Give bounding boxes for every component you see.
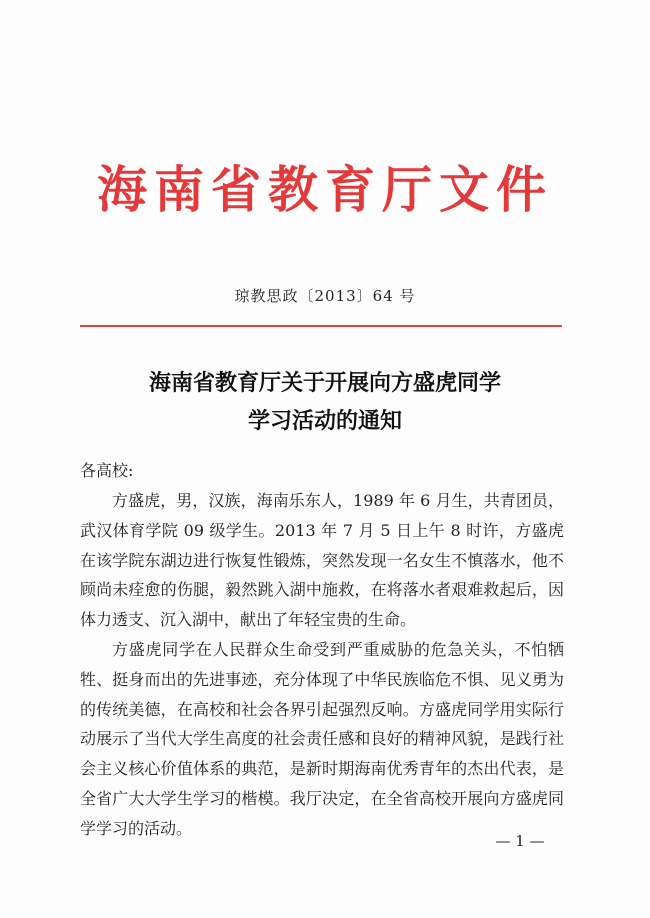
salutation: 各高校: [80,461,134,480]
notice-title [0,364,650,440]
body-paragraph-1: 方盛虎，男，汉族，海南乐东人，1989 年 6 月生，共青团员，武汉体育学院 09 级学生。2013 年 7 月 5 日上午 8 时许，方盛虎在该学院东湖边进行恢复性锻炼，突然发现一名女生不慎落水，他不顾尚未痊愈的伤腿，毅然跳入湖中施救，在将落水者艰难救起后，因体力透支、沉入湖中，献出了年轻宝贵的生命。 [80,491,564,630]
body-paragraph-2: 方盛虎同学在人民群众生命受到严重威胁的危急关头，不怕牺牲、挺身而出的先进事迹，充分体现了中华民族临危不惧、见义勇为的传统美德，在高校和社会各界引起强烈反响。方盛虎同学用实际行动展示了当代大学生高度的社会责任感和良好的精神风貌，是践行社会主义核心价值体系的典范，是新时期海南优秀青年的杰出代表，是全省广大大学生学习的楷模。我厅决定，在全省高校开展向方盛虎同学学习的活动。 [80,639,564,838]
document-number: 琼教思政〔2013〕64 号 [234,287,416,305]
document-header-title: 海南省教育厅文件 [97,160,553,219]
notice-title-line-1: 海南省教育厅关于开展向方盛虎同学 [148,370,501,396]
notice-title-line-2: 学习活动的通知 [247,408,402,434]
red-divider-line [80,325,562,327]
notice-body [80,486,564,844]
page-number: — 1 — [495,832,545,850]
